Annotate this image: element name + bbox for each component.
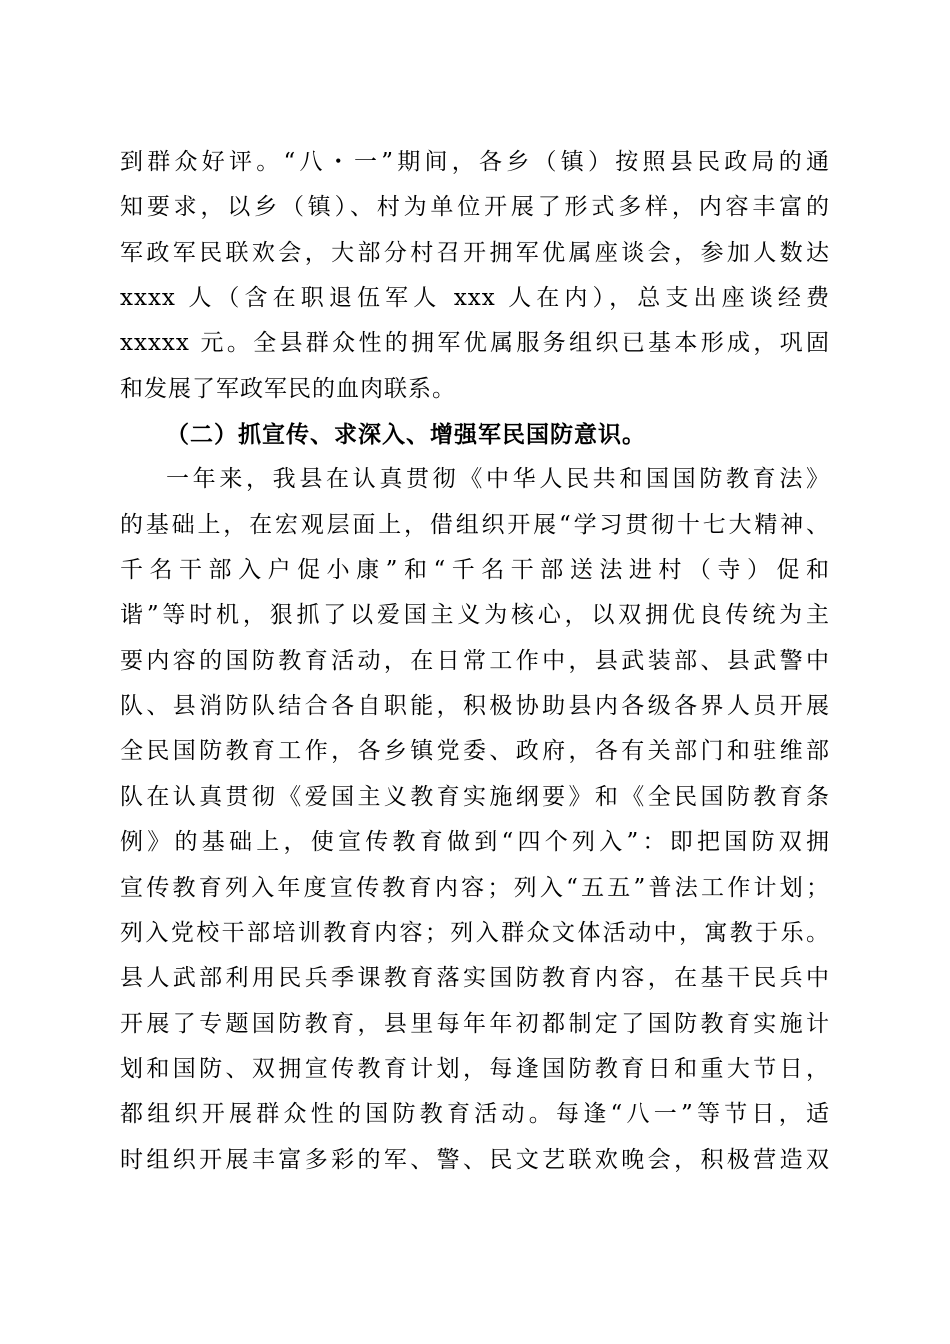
text-line: 一年来，我县在认真贯彻《中华人民共和国国防教育法》 <box>166 466 830 493</box>
section-heading: （二）抓宣传、求深入、增强军民国防意识。 <box>166 421 646 449</box>
text-line: 谐”等时机，狠抓了以爱国主义为核心，以双拥优良传统为主 <box>120 602 830 629</box>
text-line: 都组织开展群众性的国防教育活动。每逢“八一”等节日，适 <box>120 1101 830 1128</box>
text-line: 县人武部利用民兵季课教育落实国防教育内容，在基干民兵中 <box>120 965 830 992</box>
text-line: 和发展了军政军民的血肉联系。 <box>120 375 456 402</box>
text-line: 要内容的国防教育活动，在日常工作中，县武装部、县武警中 <box>120 647 830 674</box>
text-line: 例》的基础上，使宣传教育做到“四个列入”：即把国防双拥 <box>120 829 830 856</box>
text-line: 军政军民联欢会，大部分村召开拥军优属座谈会，参加人数达 <box>120 239 830 266</box>
text-line: 列入党校干部培训教育内容；列入群众文体活动中，寓教于乐。 <box>120 919 830 946</box>
text-line: 宣传教育列入年度宣传教育内容；列入“五五”普法工作计划； <box>120 874 830 901</box>
text-line: 到群众好评。“八・一”期间，各乡（镇）按照县民政局的通 <box>120 149 830 175</box>
text-line: 知要求，以乡（镇）、村为单位开展了形式多样，内容丰富的 <box>120 194 830 221</box>
text-line: xxxxx 元。全县群众性的拥军优属服务组织已基本形成，巩固 <box>120 330 830 357</box>
text-line: 队在认真贯彻《爱国主义教育实施纲要》和《全民国防教育条 <box>120 783 830 810</box>
text-line: 开展了专题国防教育，县里每年年初都制定了国防教育实施计 <box>120 1010 830 1037</box>
text-line: 划和国防、双拥宣传教育计划，每逢国防教育日和重大节日， <box>120 1055 830 1082</box>
text-line: 全民国防教育工作，各乡镇党委、政府，各有关部门和驻维部 <box>120 738 830 765</box>
text-line: 千名干部入户促小康”和“千名干部送法进村（寺）促和 <box>120 557 830 584</box>
document-body <box>120 140 830 1183</box>
text-line: xxxx 人（含在职退伍军人 xxx 人在内），总支出座谈经费 <box>120 285 830 312</box>
text-line: 时组织开展丰富多彩的军、警、民文艺联欢晚会，积极营造双 <box>120 1146 830 1173</box>
text-line: 的基础上，在宏观层面上，借组织开展“学习贯彻十七大精神、 <box>120 511 830 538</box>
text-line: 队、县消防队结合各自职能，积极协助县内各级各界人员开展 <box>120 693 830 720</box>
